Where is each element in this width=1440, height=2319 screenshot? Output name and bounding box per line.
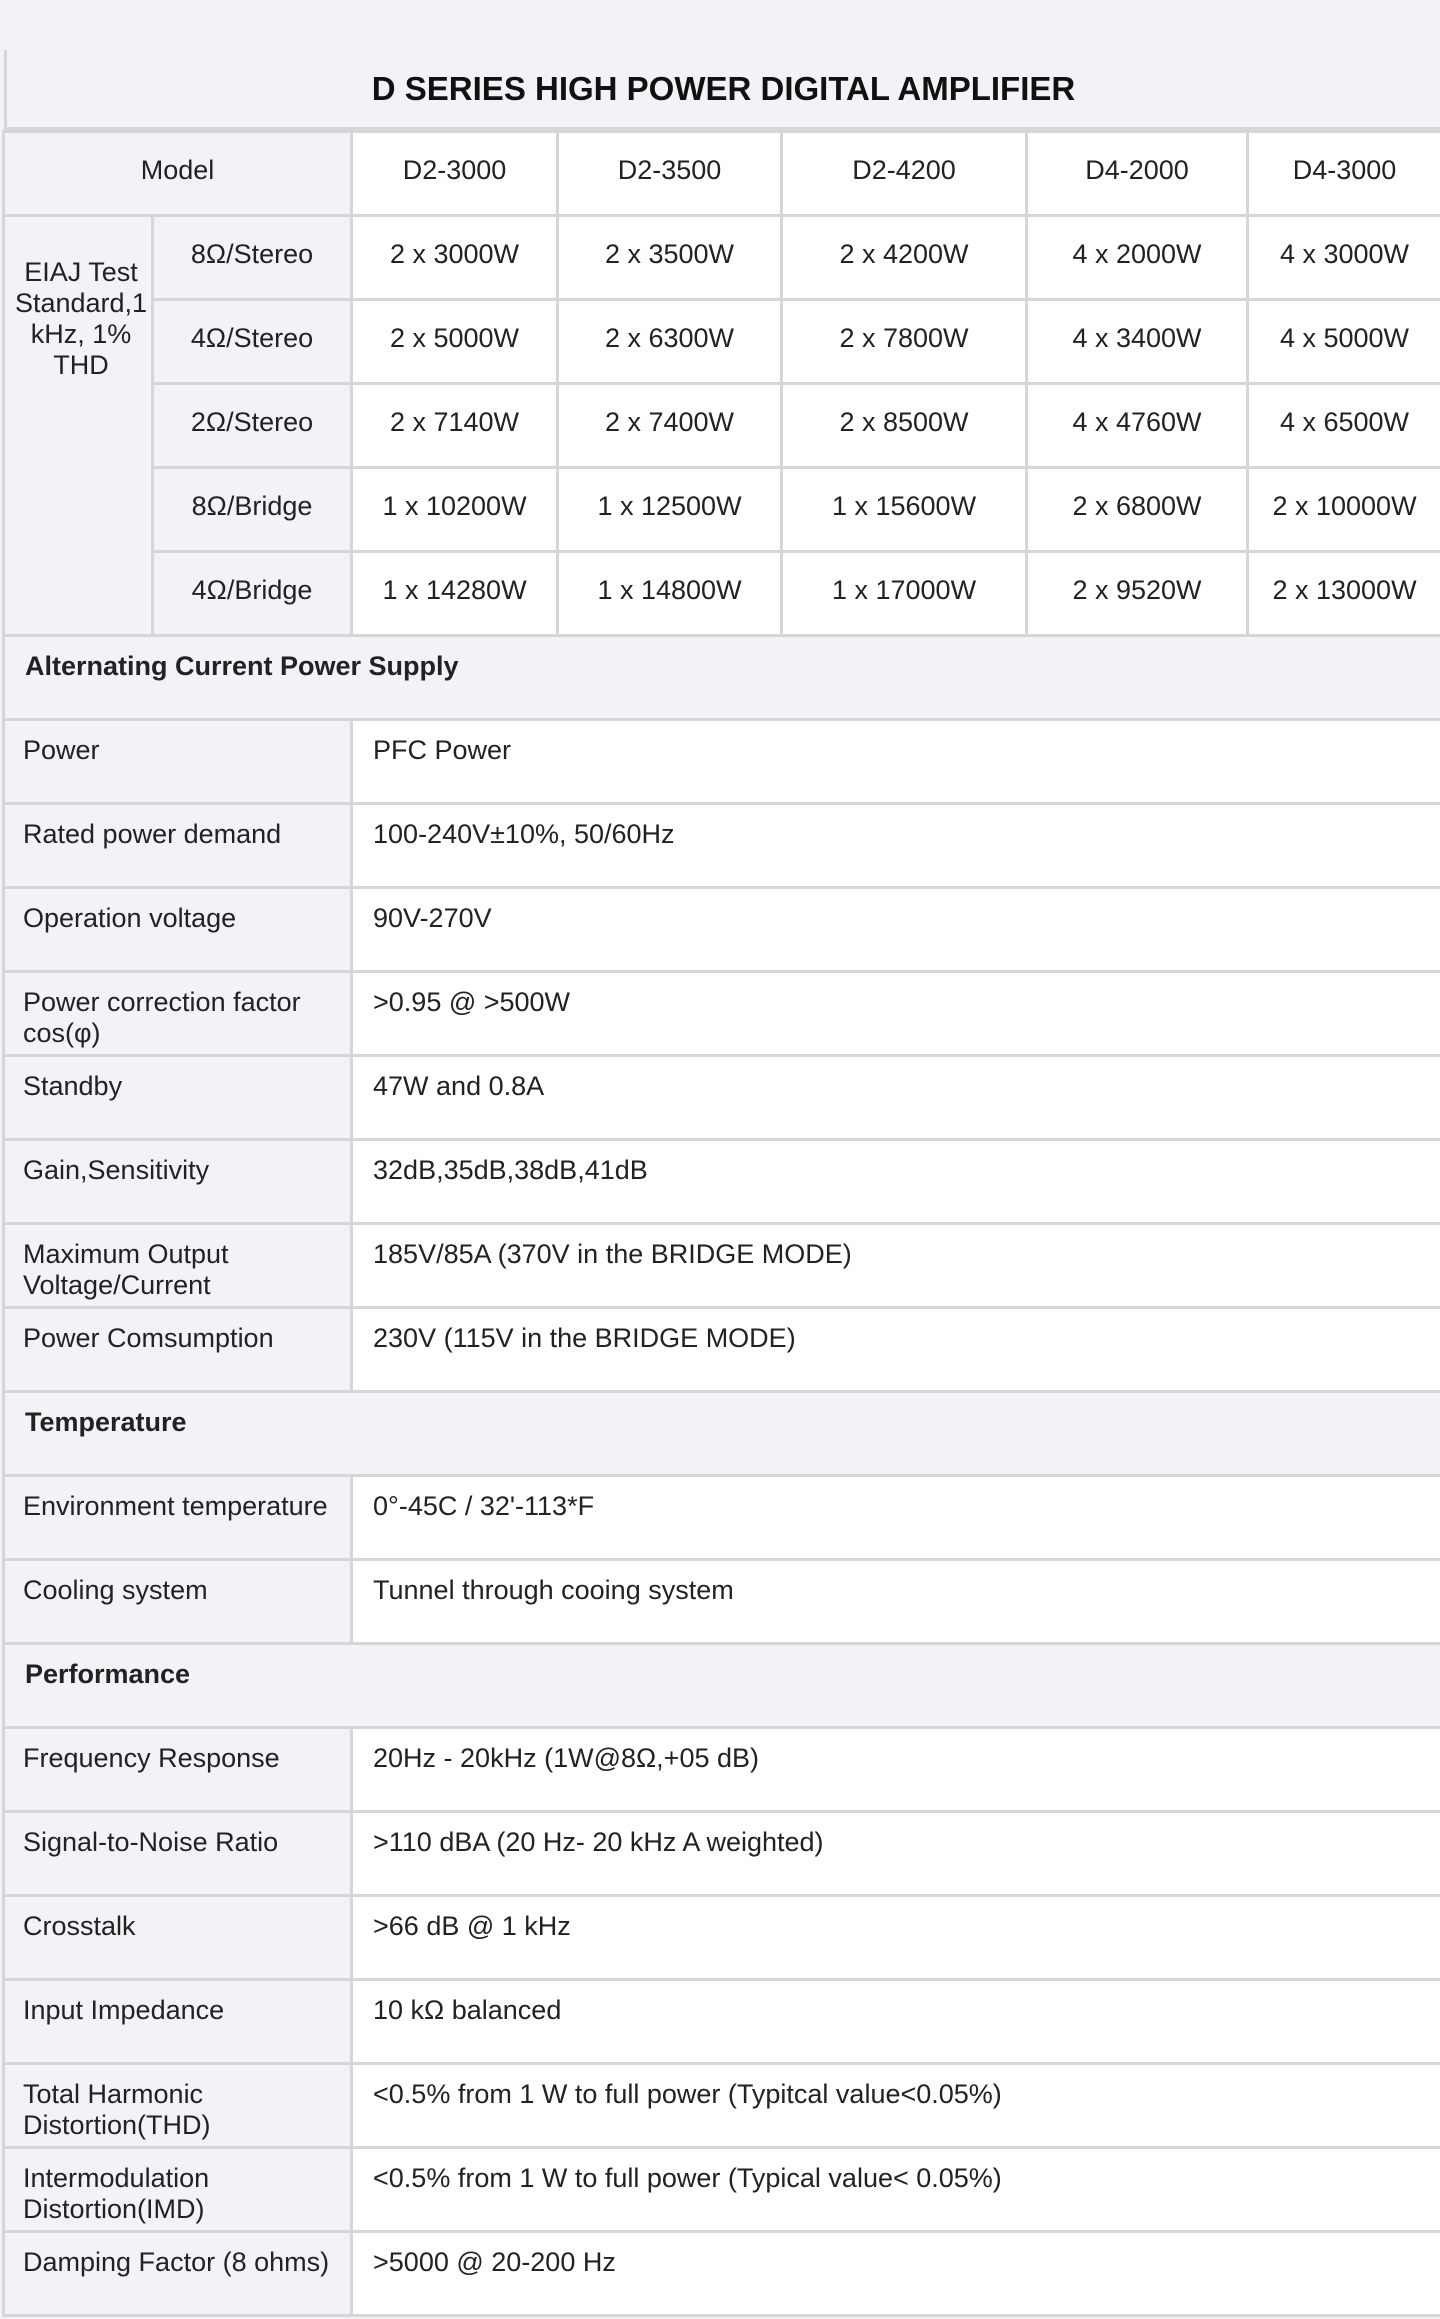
- section-header-row: [4, 1644, 1440, 1728]
- spec-row: [4, 2232, 1440, 2316]
- spec-label: Total Harmonic Distortion(THD): [4, 2064, 352, 2148]
- load-config-label: 2Ω/Stereo: [153, 384, 352, 468]
- section-title: Performance: [4, 1644, 1440, 1728]
- power-rating-row: [4, 552, 1440, 636]
- power-rating-value: 2 x 6300W: [558, 300, 782, 384]
- spec-row: [4, 2064, 1440, 2148]
- spec-value: 0°-45C / 32'-113*F: [352, 1476, 1440, 1560]
- spec-label: Power Comsumption: [4, 1308, 352, 1392]
- power-rating-value: 1 x 10200W: [352, 468, 558, 552]
- spec-value: <0.5% from 1 W to full power (Typical value< 0.05%): [352, 2148, 1440, 2232]
- power-rating-value: 2 x 3000W: [352, 216, 558, 300]
- power-rating-value: 4 x 4760W: [1027, 384, 1248, 468]
- spec-label: Environment temperature: [4, 1476, 352, 1560]
- spec-label: Rated power demand: [4, 804, 352, 888]
- section-title: Alternating Current Power Supply: [4, 636, 1440, 720]
- spec-value: >5000 @ 20-200 Hz: [352, 2232, 1440, 2316]
- power-rating-value: 2 x 3500W: [558, 216, 782, 300]
- spec-label: Operation voltage: [4, 888, 352, 972]
- power-rating-value: 1 x 17000W: [782, 552, 1027, 636]
- model-name: D2-4200: [782, 132, 1027, 216]
- power-rating-value: 4 x 5000W: [1248, 300, 1440, 384]
- page-title: D SERIES HIGH POWER DIGITAL AMPLIFIER: [4, 50, 1440, 130]
- spec-row: [4, 2148, 1440, 2232]
- power-rating-value: 2 x 5000W: [352, 300, 558, 384]
- model-name: D4-3000: [1248, 132, 1440, 216]
- spec-value: >110 dBA (20 Hz- 20 kHz A weighted): [352, 1812, 1440, 1896]
- spec-row: [4, 1812, 1440, 1896]
- spec-value: 32dB,35dB,38dB,41dB: [352, 1140, 1440, 1224]
- power-rating-value: 2 x 4200W: [782, 216, 1027, 300]
- spec-label: Maximum Output Voltage/Current: [4, 1224, 352, 1308]
- spec-label: Power: [4, 720, 352, 804]
- spec-value: 185V/85A (370V in the BRIDGE MODE): [352, 1224, 1440, 1308]
- spec-row: [4, 1560, 1440, 1644]
- power-rating-value: 1 x 12500W: [558, 468, 782, 552]
- power-rating-row: [4, 384, 1440, 468]
- power-rating-value: 1 x 15600W: [782, 468, 1027, 552]
- load-config-label: 4Ω/Bridge: [153, 552, 352, 636]
- spec-label: Crosstalk: [4, 1896, 352, 1980]
- spec-value: 10 kΩ balanced: [352, 1980, 1440, 2064]
- power-rating-value: 4 x 3400W: [1027, 300, 1248, 384]
- spec-label: Gain,Sensitivity: [4, 1140, 352, 1224]
- model-name: D2-3000: [352, 132, 558, 216]
- section-title: Temperature: [4, 1392, 1440, 1476]
- spec-row: [4, 1980, 1440, 2064]
- load-config-label: 4Ω/Stereo: [153, 300, 352, 384]
- spec-value: Tunnel through cooing system: [352, 1560, 1440, 1644]
- spec-value: 90V-270V: [352, 888, 1440, 972]
- test-standard-label: EIAJ Test Standard,1 kHz, 1% THD: [4, 216, 153, 636]
- spec-label: Standby: [4, 1056, 352, 1140]
- power-rating-value: 4 x 6500W: [1248, 384, 1440, 468]
- spec-label: Damping Factor (8 ohms): [4, 2232, 352, 2316]
- model-header-row: [4, 132, 1440, 216]
- spec-row: [4, 1728, 1440, 1812]
- power-rating-row: [4, 300, 1440, 384]
- spec-value: 100-240V±10%, 50/60Hz: [352, 804, 1440, 888]
- model-header-label: Model: [4, 132, 352, 216]
- power-rating-value: 4 x 3000W: [1248, 216, 1440, 300]
- power-rating-value: 1 x 14800W: [558, 552, 782, 636]
- power-rating-value: 2 x 9520W: [1027, 552, 1248, 636]
- spec-table: [2, 130, 1440, 2317]
- power-rating-value: 2 x 7140W: [352, 384, 558, 468]
- power-rating-value: 4 x 2000W: [1027, 216, 1248, 300]
- load-config-label: 8Ω/Stereo: [153, 216, 352, 300]
- power-rating-value: 2 x 7800W: [782, 300, 1027, 384]
- spec-label: Power correction factor cos(φ): [4, 972, 352, 1056]
- spec-row: [4, 804, 1440, 888]
- power-rating-value: 2 x 10000W: [1248, 468, 1440, 552]
- section-header-row: [4, 636, 1440, 720]
- spec-value: >0.95 @ >500W: [352, 972, 1440, 1056]
- power-rating-value: 2 x 13000W: [1248, 552, 1440, 636]
- spec-value: PFC Power: [352, 720, 1440, 804]
- spec-label: Cooling system: [4, 1560, 352, 1644]
- spec-row: [4, 1896, 1440, 1980]
- power-rating-value: 2 x 6800W: [1027, 468, 1248, 552]
- power-rating-value: 2 x 8500W: [782, 384, 1027, 468]
- spec-row: [4, 888, 1440, 972]
- spec-label: Frequency Response: [4, 1728, 352, 1812]
- spec-value: <0.5% from 1 W to full power (Typitcal value<0.05%): [352, 2064, 1440, 2148]
- spec-row: [4, 1140, 1440, 1224]
- spec-value: 20Hz - 20kHz (1W@8Ω,+05 dB): [352, 1728, 1440, 1812]
- model-name: D2-3500: [558, 132, 782, 216]
- model-name: D4-2000: [1027, 132, 1248, 216]
- spec-value: >66 dB @ 1 kHz: [352, 1896, 1440, 1980]
- spec-row: [4, 1224, 1440, 1308]
- section-header-row: [4, 1392, 1440, 1476]
- spec-value: 47W and 0.8A: [352, 1056, 1440, 1140]
- spec-label: Input Impedance: [4, 1980, 352, 2064]
- power-rating-row: [4, 216, 1440, 300]
- spec-row: [4, 1308, 1440, 1392]
- spec-row: [4, 1476, 1440, 1560]
- power-rating-value: 2 x 7400W: [558, 384, 782, 468]
- spec-row: [4, 720, 1440, 804]
- power-rating-value: 1 x 14280W: [352, 552, 558, 636]
- spec-row: [4, 972, 1440, 1056]
- spec-value: 230V (115V in the BRIDGE MODE): [352, 1308, 1440, 1392]
- spec-label: Intermodulation Distortion(IMD): [4, 2148, 352, 2232]
- power-rating-row: [4, 468, 1440, 552]
- load-config-label: 8Ω/Bridge: [153, 468, 352, 552]
- spec-label: Signal-to-Noise Ratio: [4, 1812, 352, 1896]
- spec-row: [4, 1056, 1440, 1140]
